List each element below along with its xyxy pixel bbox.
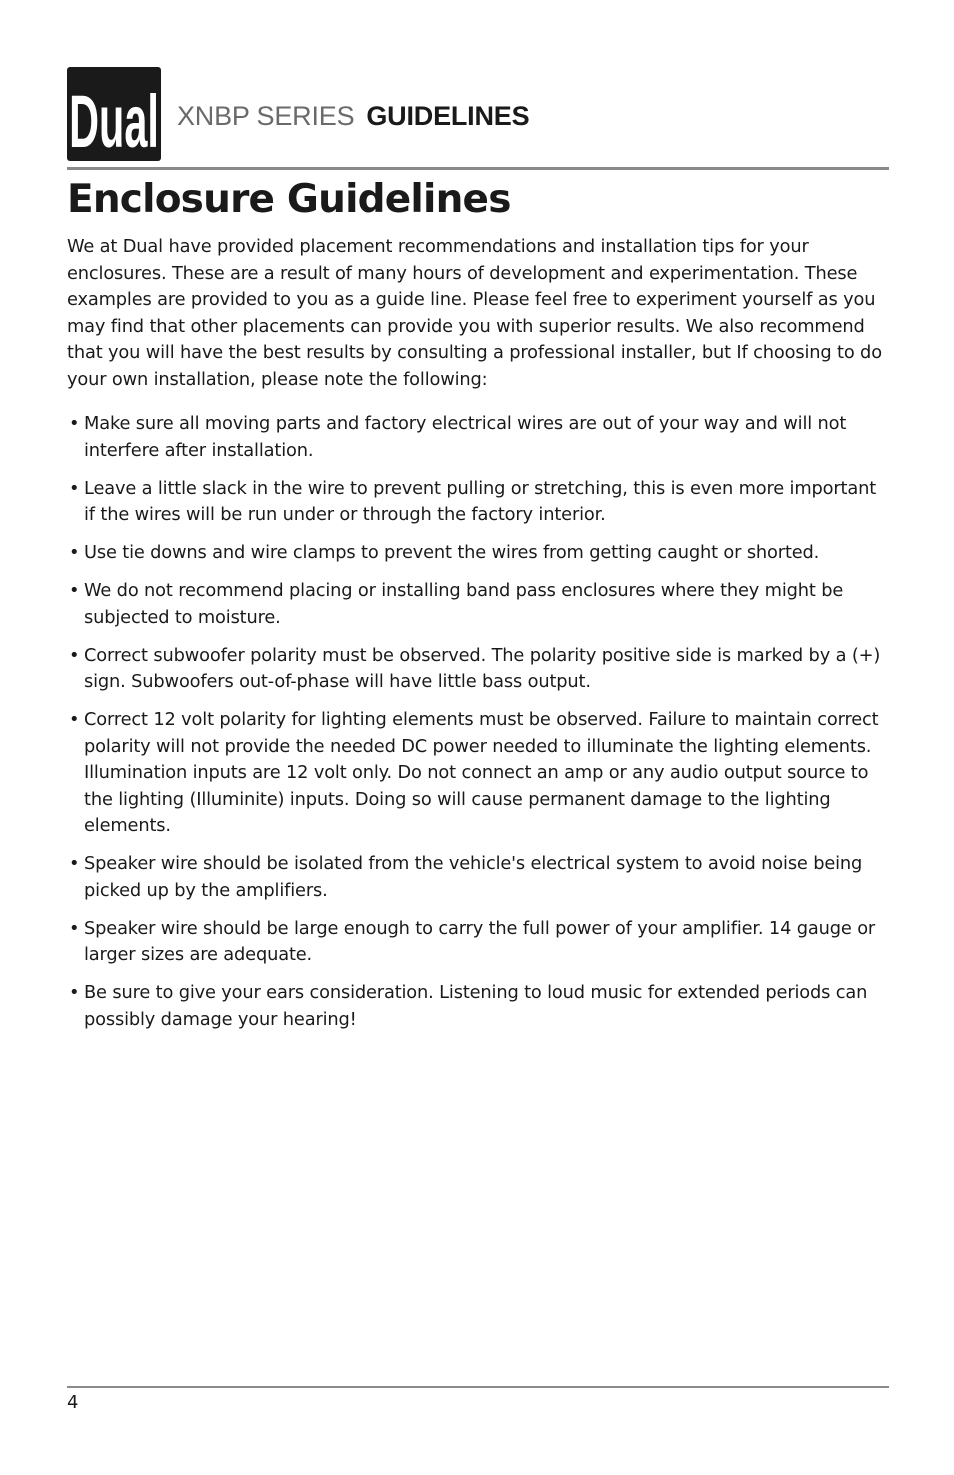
list-item — [67, 476, 887, 529]
series-heading — [177, 98, 529, 134]
list-item — [67, 980, 887, 1033]
list-item-text: Speaker wire should be large enough to carry the full power of your amplifier. 14 gauge or larger sizes are adequate. — [84, 917, 876, 965]
list-item — [67, 578, 887, 631]
list-item-text: Be sure to give your ears consideration. Listening to loud music for extended periods can possibly damage your hearing! — [84, 982, 868, 1030]
logo-text: Dual — [69, 80, 159, 161]
list-item-text: Speaker wire should be isolated from the vehicle's electrical system to avoid noise being picked up by the amplifiers. — [84, 853, 863, 901]
bullet-icon: • — [69, 644, 80, 666]
footer-divider — [67, 1386, 889, 1388]
list-item — [67, 540, 887, 567]
dual-logo — [67, 67, 161, 161]
bullet-icon: • — [69, 477, 80, 499]
list-item-text: Leave a little slack in the wire to prevent pulling or stretching, this is even more important if the wires will be run under or through the factory interior. — [84, 477, 877, 525]
guidelines-list — [67, 411, 887, 1045]
list-item-text: Use tie downs and wire clamps to prevent the wires from getting caught or shorted. — [84, 542, 820, 563]
bullet-icon: • — [69, 413, 80, 434]
list-item-text: Correct subwoofer polarity must be observed. The polarity positive side is marked by a (+) sign. Subwoofers out-of-phase will have little bass output. — [84, 644, 881, 692]
page-title: Enclosure Guidelines — [67, 177, 511, 222]
list-item-text: We do not recommend placing or installing band pass enclosures where they might be subjected to moisture. — [84, 580, 844, 628]
bullet-icon: • — [69, 982, 80, 1003]
list-item — [67, 916, 887, 969]
dual-logo-mark — [67, 67, 161, 161]
series-name: XNBP SERIES — [177, 101, 355, 131]
bullet-icon: • — [69, 580, 80, 601]
header-divider — [67, 167, 889, 170]
list-item — [67, 851, 887, 904]
bullet-icon: • — [69, 709, 80, 730]
list-item — [67, 707, 887, 840]
bullet-icon: • — [69, 542, 80, 563]
bullet-icon: • — [69, 853, 80, 874]
section-name: GUIDELINES — [366, 101, 530, 131]
list-item — [67, 643, 887, 696]
page-number: 4 — [67, 1392, 79, 1413]
list-item-text: Correct 12 volt polarity for lighting elements must be observed. Failure to maintain correct polarity will not provide the needed DC power needed to illuminate the lighting elements. Illumination inputs are 12 volt only. Do not connect an amp or any audio output source to the lighting (Illuminite) inputs. Doing so will cause permanent damage to the lighting elements. — [84, 709, 879, 836]
bullet-icon: • — [69, 917, 80, 939]
intro-paragraph: We at Dual have provided placement recommendations and installation tips for your enclosures. These are a result of many hours of development and experimentation. These examples are provided to you as a guide line. Please feel free to experiment yourself as you may find that other placements can provide you with superior results. We also recommend that you will have the best results by consulting a professional installer, but If choosing to do your own installation, please note the following: — [67, 236, 882, 390]
list-item-text: Make sure all moving parts and factory electrical wires are out of your way and will not interfere after installation. — [84, 413, 847, 461]
list-item — [67, 411, 887, 464]
